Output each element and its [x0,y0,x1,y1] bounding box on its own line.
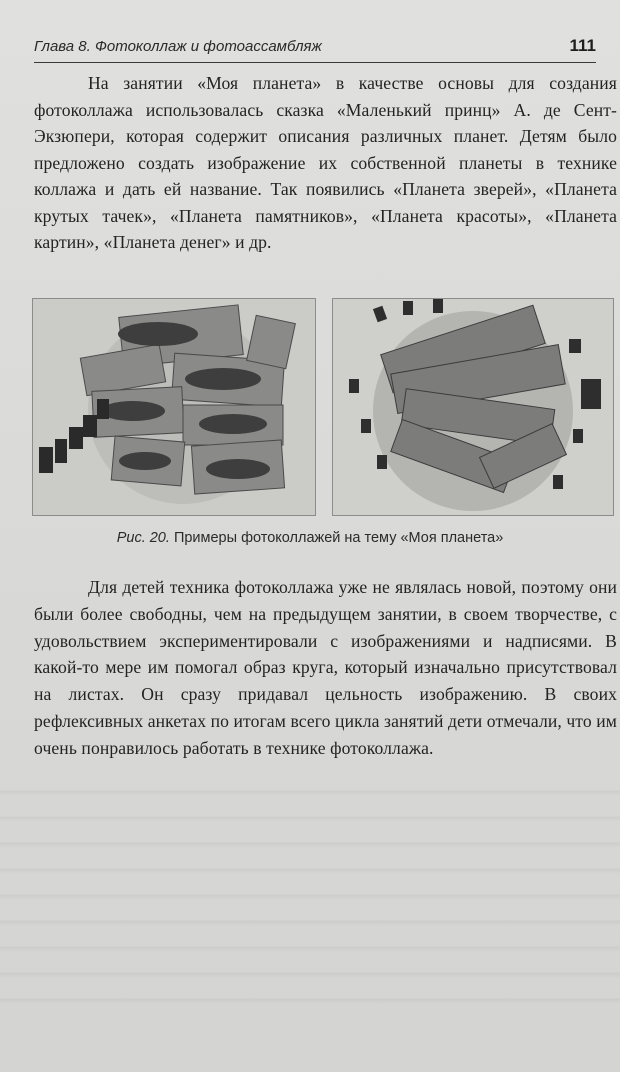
running-head: Глава 8. Фотоколлаж и фотоассамбляж [34,38,322,55]
figure-caption [0,530,620,546]
figure-caption-text: Примеры фотоколлажей на тему «Моя планета» [173,530,504,546]
collage-photo-cars [32,298,316,516]
paragraph-1: На занятии «Моя планета» в качестве основы для создания фотоколлажа использовалась сказка «Маленький принц» А. де Сент-Экзюпери, которая содержит описания различных планет. Детям было предложено создать изображение их собственной планеты в технике коллажа и дать ей название. Так появились «Планета зверей», «Планета крутых тачек», «Планета памятников», «Планета красоты», «Планета картин», «Планета денег» и др. [34,73,617,252]
figure-label: Рис. 20. [116,530,170,546]
collage-photo-money [332,298,614,516]
paragraph-2: Для детей техника фотоколлажа уже не являлась новой, поэтому они были более свободны, чем на предыдущем занятии, в своем творчестве, с удовольствием экспериментировали с изображениями и надписями. В какой-то мере им помогал образ круга, который изначально присутствовал на листах. Он сразу придавал цельность изображению. В своих рефлексивных анкетах по итогам всего цикла занятий дети отмечали, что им очень понравилось работать в технике фотоколлажа. [34,577,617,758]
show-through-shadow [0,770,620,1010]
page-header [34,38,596,63]
figure-20 [32,298,612,516]
page-number: 111 [569,36,596,55]
